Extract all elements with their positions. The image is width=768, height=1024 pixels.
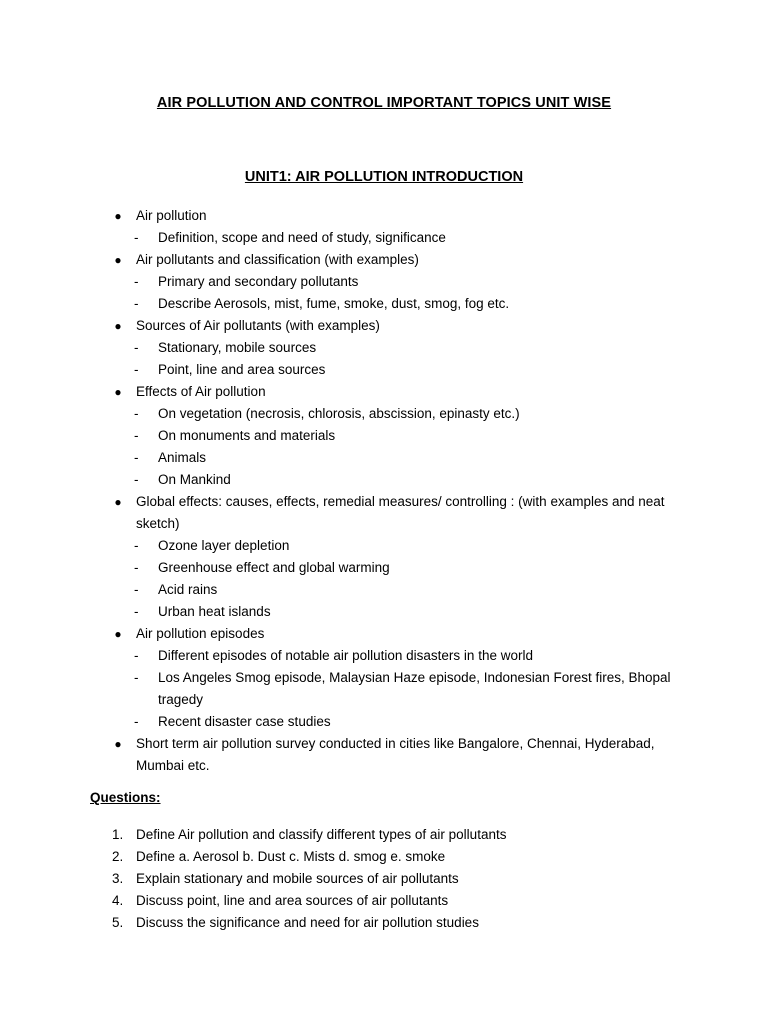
subtopic-text: On vegetation (necrosis, chlorosis, abscission, epinasty etc.) [158, 406, 520, 421]
question-item [112, 890, 692, 912]
subtopic-text: On monuments and materials [158, 428, 336, 443]
subtopic-item [112, 667, 692, 711]
topic-text: Global effects: causes, effects, remedial measures/ controlling : (with examples and neat sketch) [136, 494, 665, 531]
bullet-icon: ● [114, 209, 122, 223]
subtopic-text: On Mankind [158, 472, 231, 487]
subtopic-text: Recent disaster case studies [158, 714, 331, 729]
subtopic-item [112, 557, 692, 579]
questions-heading: Questions: [90, 790, 161, 805]
question-text: Discuss the significance and need for air pollution studies [136, 915, 479, 930]
subtopic-item [112, 425, 692, 447]
question-item [112, 846, 692, 868]
question-text: Define Air pollution and classify different types of air pollutants [136, 827, 507, 842]
dash-icon: - [134, 274, 139, 289]
dash-icon: - [134, 230, 139, 245]
subtopic-item [112, 293, 692, 315]
question-number: 2. [112, 849, 124, 864]
subtopic-text: Describe Aerosols, mist, fume, smoke, dust, smog, fog etc. [158, 296, 510, 311]
topic-item [112, 381, 692, 403]
topic-item [112, 623, 692, 645]
topic-list [112, 205, 692, 777]
subtopic-item [112, 271, 692, 293]
question-item [112, 824, 692, 846]
subtopic-text: Los Angeles Smog episode, Malaysian Haze episode, Indonesian Forest fires, Bhopal tragedy [158, 670, 671, 707]
subtopic-item [112, 227, 692, 249]
dash-icon: - [134, 296, 139, 311]
dash-icon: - [134, 604, 139, 619]
bullet-icon: ● [114, 737, 122, 751]
subtopic-item [112, 447, 692, 469]
subtopic-text: Greenhouse effect and global warming [158, 560, 390, 575]
dash-icon: - [134, 560, 139, 575]
bullet-icon: ● [114, 253, 122, 267]
subtopic-item [112, 601, 692, 623]
question-text: Define a. Aerosol b. Dust c. Mists d. smog e. smoke [136, 849, 446, 864]
subtopic-item [112, 579, 692, 601]
question-number: 3. [112, 871, 124, 886]
dash-icon: - [134, 450, 139, 465]
dash-icon: - [134, 472, 139, 487]
topic-item [112, 491, 692, 535]
subtopic-item [112, 337, 692, 359]
subtopic-text: Acid rains [158, 582, 218, 597]
subtopic-text: Primary and secondary pollutants [158, 274, 359, 289]
topic-text: Sources of Air pollutants (with examples) [136, 318, 380, 333]
subtopic-item [112, 711, 692, 733]
topic-item [112, 249, 692, 271]
topic-text: Air pollution episodes [136, 626, 265, 641]
subtopic-text: Point, line and area sources [158, 362, 326, 377]
question-list [112, 824, 692, 934]
topic-text: Air pollution [136, 208, 207, 223]
bullet-icon: ● [114, 495, 122, 509]
subtopic-text: Ozone layer depletion [158, 538, 290, 553]
dash-icon: - [134, 714, 139, 729]
subtopic-text: Different episodes of notable air pollution disasters in the world [158, 648, 533, 663]
topic-item [112, 315, 692, 337]
question-item [112, 912, 692, 934]
dash-icon: - [134, 538, 139, 553]
topic-text: Air pollutants and classification (with examples) [136, 252, 419, 267]
bullet-icon: ● [114, 319, 122, 333]
dash-icon: - [134, 340, 139, 355]
subtopic-item [112, 535, 692, 557]
dash-icon: - [134, 428, 139, 443]
dash-icon: - [134, 582, 139, 597]
question-number: 4. [112, 893, 124, 908]
subtopic-text: Animals [158, 450, 207, 465]
subtopic-item [112, 359, 692, 381]
subtopic-item [112, 403, 692, 425]
bullet-icon: ● [114, 385, 122, 399]
dash-icon: - [134, 670, 139, 685]
topic-text: Effects of Air pollution [136, 384, 266, 399]
question-number: 1. [112, 827, 124, 842]
dash-icon: - [134, 406, 139, 421]
question-text: Explain stationary and mobile sources of air pollutants [136, 871, 459, 886]
topic-text: Short term air pollution survey conducted in cities like Bangalore, Chennai, Hyderabad, Mumbai etc. [136, 736, 655, 773]
unit-title: UNIT1: AIR POLLUTION INTRODUCTION [244, 169, 524, 185]
question-item [112, 868, 692, 890]
dash-icon: - [134, 648, 139, 663]
subtopic-text: Definition, scope and need of study, significance [158, 230, 446, 245]
subtopic-text: Stationary, mobile sources [158, 340, 317, 355]
subtopic-item [112, 469, 692, 491]
subtopic-item [112, 645, 692, 667]
question-text: Discuss point, line and area sources of air pollutants [136, 893, 449, 908]
bullet-icon: ● [114, 627, 122, 641]
dash-icon: - [134, 362, 139, 377]
subtopic-text: Urban heat islands [158, 604, 271, 619]
topic-item [112, 733, 692, 777]
topic-item [112, 205, 692, 227]
question-number: 5. [112, 915, 124, 930]
document-title: AIR POLLUTION AND CONTROL IMPORTANT TOPICS UNIT WISE [156, 95, 612, 111]
